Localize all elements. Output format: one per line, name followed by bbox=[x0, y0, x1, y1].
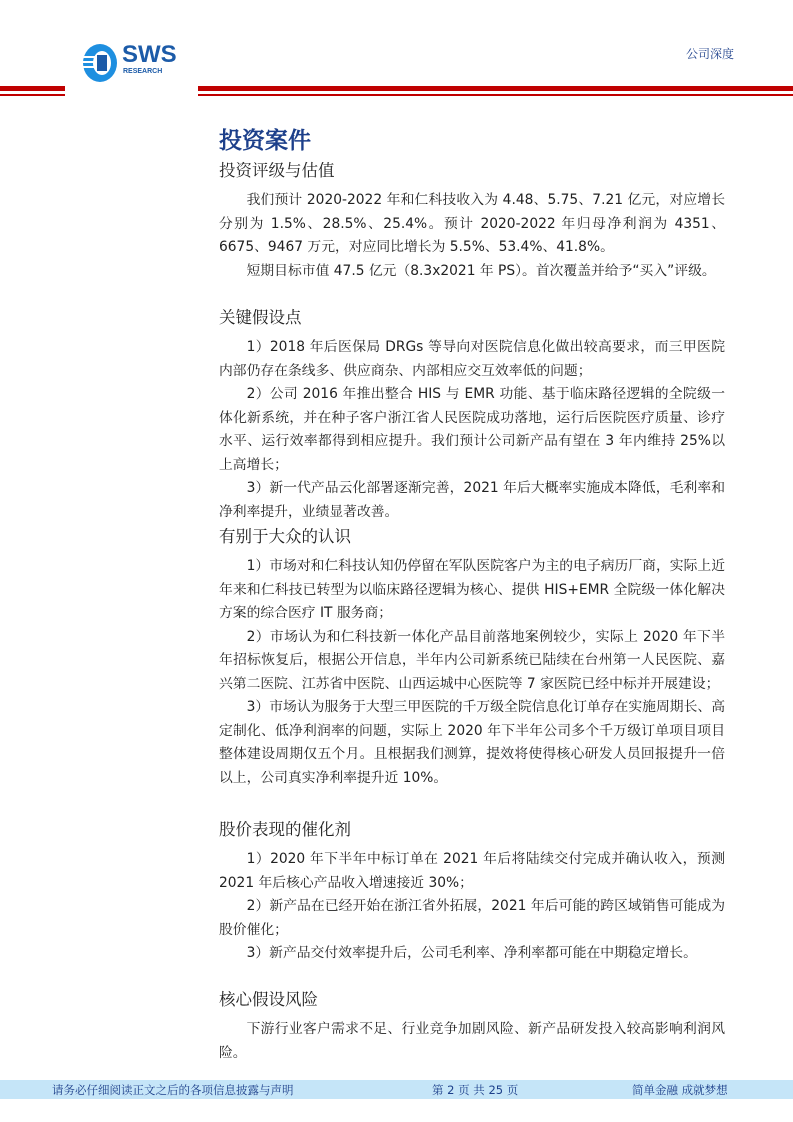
paragraph: 2）公司 2016 年推出整合 HIS 与 EMR 功能、基于临床路径逻辑的全院级一体化新系统，并在种子客户浙江省人民医院成功落地，运行后医院医疗质量、诊疗水平、运行效率都得到相应提升。我们预计公司新产品有望在 3 年内维持 25%以上高增长； bbox=[219, 386, 725, 473]
sws-logo bbox=[80, 43, 190, 83]
footer-disclaimer: 请务必仔细阅读正文之后的各项信息披露与声明 bbox=[52, 1083, 294, 1097]
page-footer bbox=[0, 1080, 793, 1099]
paragraph: 3）市场认为服务于大型三甲医院的千万级全院信息化订单存在实施周期长、高定制化、低净利润率的问题，实际上 2020 年下半年公司多个千万级订单项目项目整体建设周期仅五个月。且根据我们测算，提效将使得核心研发人员回报提升一倍以上，公司真实净利率提升近 10%。 bbox=[219, 699, 725, 786]
page-title: 投资案件 bbox=[219, 128, 311, 154]
page-number: 第 2 页 共 25 页 bbox=[432, 1083, 519, 1097]
header-rule bbox=[198, 94, 793, 96]
footer-slogan: 简单金融 成就梦想 bbox=[632, 1083, 728, 1097]
logo-subtext: RESEARCH bbox=[123, 68, 163, 75]
document-type-label: 公司深度 bbox=[686, 47, 735, 61]
paragraph: 1）2020 年下半年中标订单在 2021 年后将陆续交付完成并确认收入，预测 2021 年后核心产品收入增速接近 30%； bbox=[219, 851, 725, 891]
paragraph: 我们预计 2020-2022 年和仁科技收入为 4.48、5.75、7.21 亿元，对应增长分别为 1.5%、28.5%、25.4%。预计 2020-2022 年归母净利润为 4351、6675、9467 万元，对应同比增长为 5.5%、53.4%、41.8%。 bbox=[219, 192, 725, 255]
paragraph: 2）市场认为和仁科技新一体化产品目前落地案例较少，实际上 2020 年下半年招标恢复后，根据公开信息，半年内公司新系统已陆续在台州第一人民医院、嘉兴第二医院、江苏省中医院、山西运城中心医院等 7 家医院已经中标并开展建设； bbox=[219, 628, 725, 692]
paragraph: 2）新产品在已经开始在浙江省外拓展，2021 年后可能的跨区域销售可能成为股价催化； bbox=[219, 898, 725, 938]
section-heading: 股价表现的催化剂 bbox=[219, 820, 351, 839]
section-heading: 关键假设点 bbox=[219, 308, 302, 327]
paragraph: 短期目标市值 47.5 亿元（8.3x2021 年 PS）。首次覆盖并给予“买入”评级。 bbox=[246, 262, 716, 279]
section-heading: 有别于大众的认识 bbox=[219, 527, 351, 546]
header-rule bbox=[0, 94, 65, 96]
logo-ring-icon bbox=[80, 43, 120, 83]
section-catalysts bbox=[219, 818, 725, 966]
paragraph: 3）新产品交付效率提升后，公司毛利率、净利率都可能在中期稳定增长。 bbox=[246, 945, 697, 961]
section-heading: 核心假设风险 bbox=[219, 990, 318, 1009]
header-rule bbox=[0, 86, 65, 91]
paragraph: 下游行业客户需求不足、行业竞争加剧风险、新产品研发投入较高影响利润风险。 bbox=[219, 1021, 725, 1061]
header-rule bbox=[198, 86, 793, 91]
section-heading: 投资评级与估值 bbox=[219, 161, 335, 180]
section-valuation bbox=[219, 159, 725, 283]
section-key-assumptions bbox=[219, 306, 725, 524]
paragraph: 1）2018 年后医保局 DRGs 等导向对医院信息化做出较高要求，而三甲医院内部仍存在条线多、供应商杂、内部相应交互效率低的问题； bbox=[219, 339, 725, 379]
section-risks bbox=[219, 988, 725, 1065]
paragraph: 1）市场对和仁科技认知仍停留在军队医院客户为主的电子病历厂商，实际上近年来和仁科技已转型为以临床路径逻辑为核心、提供 HIS+EMR 全院级一体化解决方案的综合医疗 IT 服务商； bbox=[219, 558, 725, 621]
paragraph: 3）新一代产品云化部署逐渐完善，2021 年后大概率实施成本降低，毛利率和净利率提升，业绩显著改善。 bbox=[219, 480, 725, 520]
logo-text: SWS bbox=[122, 41, 177, 68]
section-differentiated-view bbox=[219, 525, 725, 790]
